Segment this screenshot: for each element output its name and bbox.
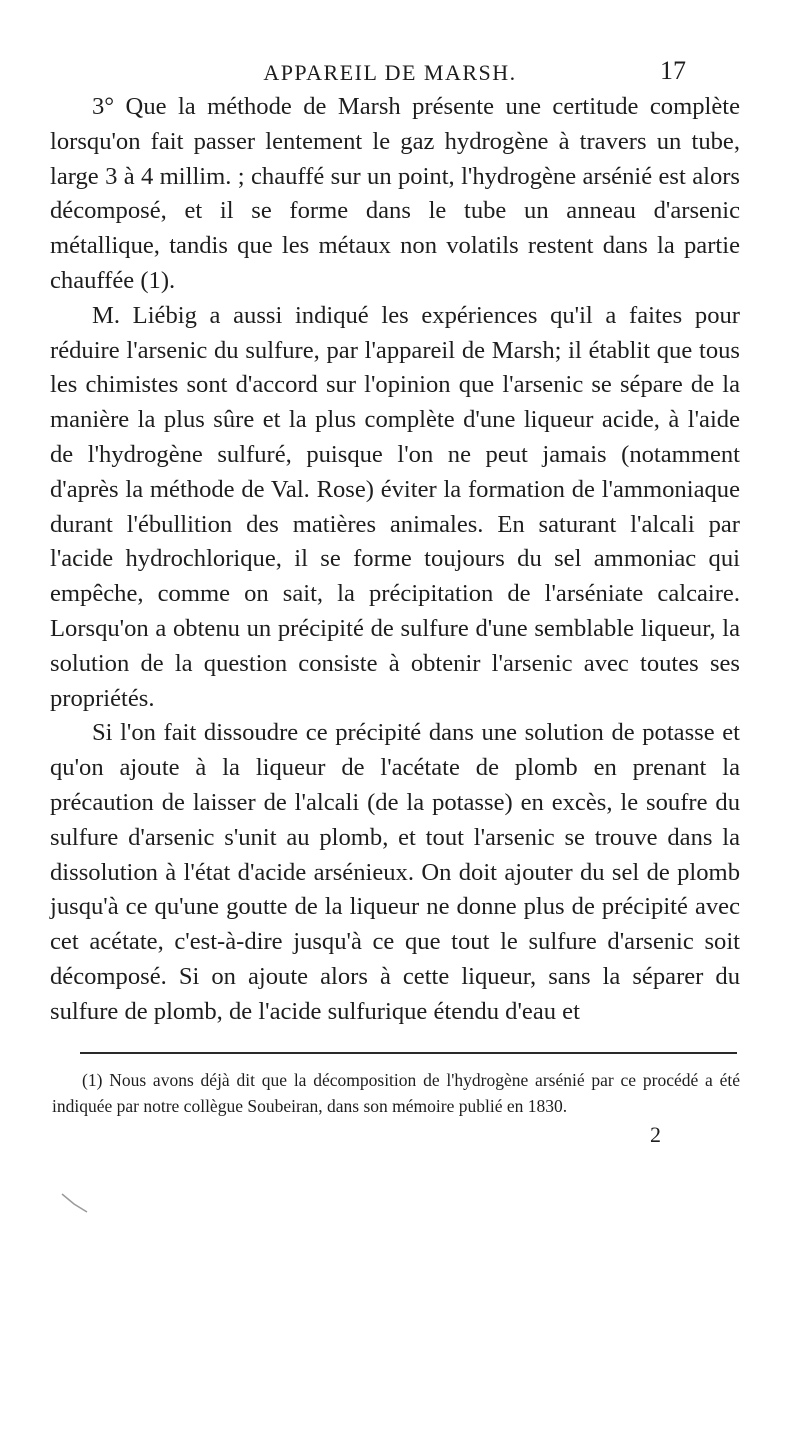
running-title: APPAREIL DE MARSH. (263, 60, 517, 85)
paragraph-1: 3° Que la méthode de Marsh présente une certitude complète lorsqu'on fait passer lentement le gaz hydrogène à travers un tube, large 3 à 4 millim. ; chauffé sur un point, l'hydrogène arsénié est alors décomposé, et il se forme dans le tube un anneau d'arsenic métallique, tandis que les métaux non volatils restent dans la partie chauffée (1). (50, 93, 740, 294)
footnote: (1) Nous avons déjà dit que la décomposition de l'hydrogène arsénié par ce procédé a été indiquée par notre collègue Soubeiran, dans son mémoire publié en 1830. (52, 1070, 740, 1116)
signature-mark: 2 (650, 1122, 661, 1147)
paragraph-3: Si l'on fait dissoudre ce précipité dans une solution de potasse et qu'on ajoute à la liqueur de l'acétate de plomb en prenant la précaution de laisser de l'alcali (de la potasse) en excès, le soufre du sulfure d'arsenic s'unit au plomb, et tout l'arsenic se trouve dans la dissolution à l'état d'acide arsénieux. On doit ajouter du sel de plomb jusqu'à ce qu'une goutte de la liqueur ne donne plus de précipité avec cet acétate, c'est-à-dire jusqu'à ce que tout le sulfure d'arsenic soit décomposé. Si on ajoute alors à cette liqueur, sans la séparer du sulfure de plomb, de l'acide sulfurique étendu d'eau et (50, 719, 740, 1025)
stray-ink-mark (60, 1192, 90, 1216)
page-number: 17 (660, 56, 686, 85)
main-text (50, 90, 740, 1030)
paragraph-2: M. Liébig a aussi indiqué les expériences qu'il a faites pour réduire l'arsenic du sulfure, par l'appareil de Marsh; il établit que tous les chimistes sont d'accord sur l'opinion que l'arsenic se sépare de la manière la plus sûre et la plus complète d'une liqueur acide, à l'aide de l'hydrogène sulfuré, puisque l'on ne peut jamais (notamment d'après la méthode de Val. Rose) éviter la formation de l'ammoniaque durant l'ébullition des matières animales. En saturant l'alcali par l'acide hydrochlorique, il se forme toujours du sel ammoniac qui empêche, comme on sait, la précipitation de l'arséniate calcaire. Lorsqu'on a obtenu un précipité de sulfure d'une semblable liqueur, la solution de la question consiste à obtenir l'arsenic avec toutes ses propriétés. (50, 301, 740, 712)
footnote-rule (80, 1052, 737, 1054)
